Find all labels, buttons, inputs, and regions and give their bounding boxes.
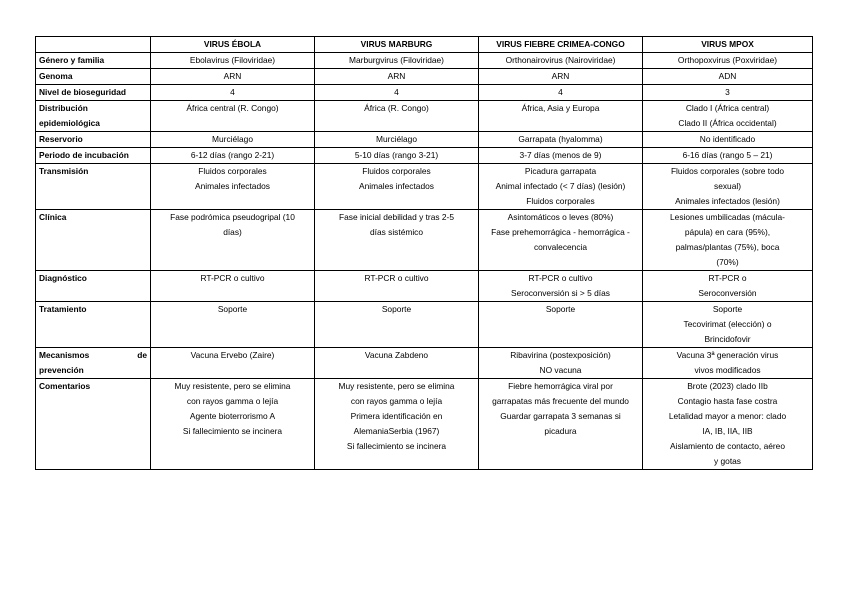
cell-line: Fluidos corporales (sobre todo bbox=[670, 166, 785, 176]
table-row bbox=[36, 379, 813, 470]
cell-line: RT-PCR o cultivo bbox=[200, 273, 265, 283]
cell-line: Animales infectados bbox=[195, 181, 270, 191]
table-cell bbox=[315, 132, 479, 148]
virus-comparison-table bbox=[35, 36, 813, 470]
cell-line: Fluidos corporales bbox=[362, 166, 431, 176]
cell-line: Clado I (África central) bbox=[685, 103, 770, 113]
table-row bbox=[36, 210, 813, 271]
table-cell bbox=[643, 302, 813, 348]
column-header: VIRUS MPOX bbox=[643, 37, 813, 53]
row-label-line: epidemiológica bbox=[39, 118, 100, 128]
cell-line: Letalidad mayor a menor: clado bbox=[668, 411, 787, 421]
cell-line: Fluidos corporales bbox=[198, 166, 267, 176]
cell-line: ARN bbox=[223, 71, 242, 81]
cell-line: Seroconversión bbox=[698, 288, 757, 298]
table-cell bbox=[151, 132, 315, 148]
cell-line: 4 bbox=[558, 87, 563, 97]
row-label-line bbox=[39, 348, 147, 363]
table-cell bbox=[315, 271, 479, 302]
cell-line: 6-12 días (rango 2-21) bbox=[190, 150, 275, 160]
cell-line: Fase prehemorrágica - hemorrágica - bbox=[491, 227, 630, 237]
cell-line: Fluidos corporales bbox=[526, 196, 595, 206]
cell-line: 4 bbox=[394, 87, 399, 97]
table-body bbox=[36, 53, 813, 470]
cell-line: ADN bbox=[718, 71, 737, 81]
cell-line: IA, IB, IIA, IIB bbox=[702, 426, 753, 436]
cell-line: Soporte bbox=[217, 304, 248, 314]
cell-line: 6-16 días (rango 5 – 21) bbox=[682, 150, 773, 160]
table-row bbox=[36, 101, 813, 132]
table-cell bbox=[315, 164, 479, 210]
table-cell bbox=[643, 271, 813, 302]
cell-line: Si fallecimiento se incinera bbox=[182, 426, 283, 436]
table-cell bbox=[479, 164, 643, 210]
table-cell bbox=[479, 85, 643, 101]
cell-line: Fase inicial debilidad y tras 2-5 bbox=[339, 212, 454, 222]
row-label bbox=[36, 164, 151, 210]
table-cell bbox=[315, 302, 479, 348]
row-label bbox=[36, 69, 151, 85]
cell-line: (70%) bbox=[716, 257, 739, 267]
table-cell bbox=[151, 379, 315, 470]
table-cell bbox=[479, 132, 643, 148]
cell-line: 4 bbox=[230, 87, 235, 97]
cell-line: Lesiones umbilicadas (mácula- bbox=[670, 212, 785, 222]
cell-line: Primera identificación en bbox=[350, 411, 443, 421]
cell-line: África central (R. Congo) bbox=[186, 103, 279, 113]
cell-line: Agente bioterrorismo A bbox=[189, 411, 276, 421]
column-header: VIRUS ÉBOLA bbox=[151, 37, 315, 53]
row-label bbox=[36, 271, 151, 302]
row-label bbox=[36, 379, 151, 470]
label-word: de bbox=[137, 350, 147, 360]
cell-line: Clado II (África occidental) bbox=[678, 118, 777, 128]
row-label-line: Género y familia bbox=[39, 55, 105, 65]
table-cell bbox=[643, 348, 813, 379]
cell-line: NO vacuna bbox=[539, 365, 582, 375]
table-row bbox=[36, 132, 813, 148]
cell-line: Garrapata (hyalomma) bbox=[518, 134, 603, 144]
row-label bbox=[36, 210, 151, 271]
table-cell bbox=[643, 53, 813, 69]
cell-line: vivos modificados bbox=[694, 365, 761, 375]
cell-line: Fase podrómica pseudogripal (10 bbox=[170, 212, 295, 222]
cell-line: ARN bbox=[387, 71, 406, 81]
cell-line: RT-PCR o cultivo bbox=[528, 273, 593, 283]
row-label-line: Reservorio bbox=[39, 134, 83, 144]
cell-line: Soporte bbox=[712, 304, 743, 314]
table-cell bbox=[643, 132, 813, 148]
table-cell bbox=[643, 85, 813, 101]
cell-line: Brote (2023) clado IIb bbox=[687, 381, 768, 391]
table-cell bbox=[315, 101, 479, 132]
row-label-line: Distribución bbox=[39, 103, 88, 113]
table-cell bbox=[643, 164, 813, 210]
corner-cell bbox=[36, 37, 151, 53]
row-label bbox=[36, 302, 151, 348]
table-row bbox=[36, 85, 813, 101]
cell-line: picadura bbox=[544, 426, 577, 436]
cell-line: Seroconversión si > 5 días bbox=[511, 288, 610, 298]
cell-line: África (R. Congo) bbox=[364, 103, 429, 113]
header-row bbox=[36, 37, 813, 53]
row-label bbox=[36, 53, 151, 69]
table-cell bbox=[151, 101, 315, 132]
table-cell bbox=[315, 148, 479, 164]
row-label-line: Genoma bbox=[39, 71, 73, 81]
row-label-line: Diagnóstico bbox=[39, 273, 87, 283]
cell-line: Muy resistente, pero se elimina bbox=[338, 381, 455, 391]
table-cell bbox=[643, 69, 813, 85]
cell-line: RT-PCR o cultivo bbox=[364, 273, 429, 283]
table-cell bbox=[479, 210, 643, 271]
cell-line: Marburgvirus (Filoviridae) bbox=[349, 55, 444, 65]
table-cell bbox=[315, 379, 479, 470]
cell-line: No identificado bbox=[699, 134, 756, 144]
row-label bbox=[36, 85, 151, 101]
cell-line: África, Asia y Europa bbox=[521, 103, 600, 113]
table-header bbox=[36, 37, 813, 53]
cell-line: Murciélago bbox=[376, 134, 417, 144]
table-cell bbox=[151, 69, 315, 85]
table-cell bbox=[643, 379, 813, 470]
table-cell bbox=[479, 302, 643, 348]
table-cell bbox=[479, 101, 643, 132]
table-cell bbox=[151, 271, 315, 302]
table-cell bbox=[315, 85, 479, 101]
cell-line: palmas/plantas (75%), boca bbox=[675, 242, 780, 252]
cell-line: Fiebre hemorrágica viral por bbox=[508, 381, 613, 391]
row-label bbox=[36, 132, 151, 148]
cell-line: Contagio hasta fase costra bbox=[677, 396, 778, 406]
cell-line: Brincidofovir bbox=[704, 334, 751, 344]
label-word: Mecanismos bbox=[39, 350, 90, 360]
table-cell bbox=[479, 53, 643, 69]
cell-line: sexual) bbox=[714, 181, 741, 191]
cell-line: Soporte bbox=[545, 304, 576, 314]
cell-line: Asintomáticos o leves (80%) bbox=[507, 212, 614, 222]
table-cell bbox=[151, 164, 315, 210]
cell-line: pápula) en cara (95%), bbox=[684, 227, 771, 237]
cell-line: Vacuna Zabdeno bbox=[364, 350, 429, 360]
cell-line: Ebolavirus (Filoviridae) bbox=[189, 55, 276, 65]
cell-line: Orthonairovirus (Nairoviridae) bbox=[505, 55, 616, 65]
row-label bbox=[36, 348, 151, 379]
cell-line: Picadura garrapata bbox=[524, 166, 597, 176]
cell-line: y gotas bbox=[713, 456, 741, 466]
cell-line: 3 bbox=[725, 87, 730, 97]
cell-line: 5-10 días (rango 3-21) bbox=[354, 150, 439, 160]
table-cell bbox=[151, 53, 315, 69]
row-label-line: Clínica bbox=[39, 212, 67, 222]
table-cell bbox=[479, 148, 643, 164]
table-cell bbox=[315, 210, 479, 271]
table-cell bbox=[479, 379, 643, 470]
cell-line: Animal infectado (< 7 días) (lesión) bbox=[495, 181, 626, 191]
cell-line: días sistémico bbox=[369, 227, 424, 237]
cell-line: Murciélago bbox=[212, 134, 253, 144]
cell-line: Tecovirimat (elección) o bbox=[683, 319, 772, 329]
table-cell bbox=[643, 148, 813, 164]
cell-line: Si fallecimiento se incinera bbox=[346, 441, 447, 451]
table-row bbox=[36, 148, 813, 164]
cell-line: ARN bbox=[551, 71, 570, 81]
row-label-line: Comentarios bbox=[39, 381, 91, 391]
cell-line: garrapatas más frecuente del mundo bbox=[492, 396, 629, 406]
cell-line: Orthopoxvirus (Poxviridae) bbox=[677, 55, 778, 65]
row-label bbox=[36, 148, 151, 164]
row-label-line: Tratamiento bbox=[39, 304, 87, 314]
cell-line: Guardar garrapata 3 semanas si bbox=[500, 411, 621, 421]
table-row bbox=[36, 164, 813, 210]
table-cell bbox=[315, 53, 479, 69]
table-row bbox=[36, 53, 813, 69]
cell-line: Soporte bbox=[381, 304, 412, 314]
table-cell bbox=[479, 271, 643, 302]
table-cell bbox=[151, 302, 315, 348]
cell-line: Animales infectados bbox=[359, 181, 434, 191]
cell-line: Animales infectados (lesión) bbox=[675, 196, 780, 206]
table-cell bbox=[315, 348, 479, 379]
cell-line: Aislamiento de contacto, aéreo bbox=[670, 441, 785, 451]
row-label-line: Transmisión bbox=[39, 166, 89, 176]
table-cell bbox=[643, 101, 813, 132]
table-cell bbox=[151, 148, 315, 164]
cell-line: AlemaniaSerbia (1967) bbox=[353, 426, 440, 436]
cell-line: Vacuna 3ª generación virus bbox=[676, 350, 779, 360]
table-row bbox=[36, 69, 813, 85]
cell-line: RT-PCR o bbox=[708, 273, 747, 283]
column-header: VIRUS FIEBRE CRIMEA-CONGO bbox=[479, 37, 643, 53]
table-cell bbox=[643, 210, 813, 271]
table-cell bbox=[479, 69, 643, 85]
row-label bbox=[36, 101, 151, 132]
cell-line: convalecencia bbox=[533, 242, 588, 252]
table-row bbox=[36, 302, 813, 348]
table-row bbox=[36, 348, 813, 379]
cell-line: 3-7 días (menos de 9) bbox=[519, 150, 602, 160]
table-cell bbox=[151, 210, 315, 271]
cell-line: Ribavirina (postexposición) bbox=[510, 350, 611, 360]
table-cell bbox=[151, 85, 315, 101]
row-label-line: prevención bbox=[39, 365, 84, 375]
cell-line: días) bbox=[223, 227, 242, 237]
row-label-line: Nivel de bioseguridad bbox=[39, 87, 127, 97]
table-cell bbox=[479, 348, 643, 379]
column-header: VIRUS MARBURG bbox=[315, 37, 479, 53]
table-row bbox=[36, 271, 813, 302]
table-cell bbox=[315, 69, 479, 85]
cell-line: con rayos gamma o lejía bbox=[186, 396, 279, 406]
cell-line: Muy resistente, pero se elimina bbox=[174, 381, 291, 391]
cell-line: Vacuna Ervebo (Zaire) bbox=[190, 350, 275, 360]
table-cell bbox=[151, 348, 315, 379]
row-label-line: Periodo de incubación bbox=[39, 150, 129, 160]
cell-line: con rayos gamma o lejía bbox=[350, 396, 443, 406]
